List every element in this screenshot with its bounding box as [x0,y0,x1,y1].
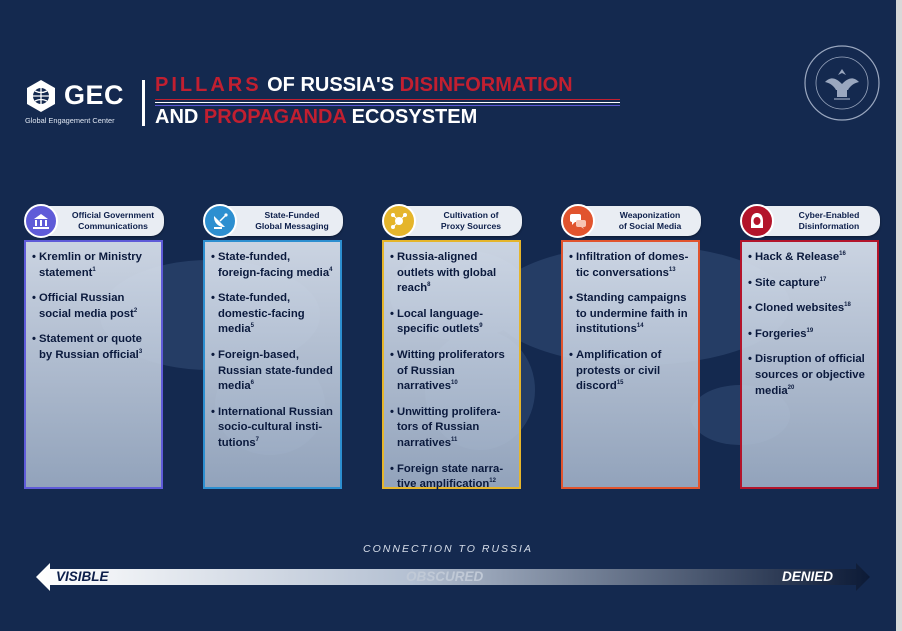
page-title-line1 [155,74,573,97]
footnote-ref: 6 [250,380,254,387]
page-title-line2 [155,106,477,129]
footnote-ref: 8 [427,282,431,289]
logo-subtitle: Global Engagement Center [25,116,115,125]
pillar-2-list [205,242,340,452]
gec-logo [24,79,134,127]
pillar-4-list-box [561,240,700,489]
list-item: • State-funded, foreign-facing media$^4$ [211,250,334,281]
footnote-ref: 16 [839,251,846,258]
hacker-icon [748,212,766,230]
footnote-ref: 15 [616,380,624,387]
government-building-icon [32,212,50,230]
list-item: • Russia-aligned outlets with global reach$^8$ [390,250,513,297]
pillar-3-badge [382,204,416,238]
footnote-ref: 17 [819,276,827,283]
list-item: • Forgeries$^{19}$ [748,327,871,343]
pillar-1-badge [24,204,58,238]
footnote-ref: 2 [133,308,138,315]
connection-to-russia-label: CONNECTION TO RUSSIA [363,543,533,555]
logo-text: GEC [64,80,125,110]
pillar-4-list [563,242,698,395]
footnote-ref: 9 [479,323,483,330]
footnote-ref: 7 [255,437,259,444]
pillar-3-list [384,242,519,493]
pillar-3-title-line2: Proxy Sources [440,221,502,231]
gec-logo-icon [24,79,58,113]
footnote-ref: 19 [806,328,814,335]
pillar-5-title-line1: Cyber-Enabled [798,210,860,220]
footnote-ref: 3 [138,349,143,356]
pillar-5-badge [740,204,774,238]
visible-label: VISIBLE [56,569,109,584]
header-divider [142,80,145,126]
list-item: • Foreign state narra-tive amplification$^{12}$ [390,462,513,493]
footnote-ref: 12 [489,478,496,485]
pillar-4-title-line1: Weaponization [619,210,681,220]
pillar-4-title-line2: of Social Media [618,221,682,231]
list-item: • Hack & Release$^{16}$ [748,250,871,266]
title-text-and: AND [155,106,204,128]
pillar-1-title-line2: Communications [78,221,148,231]
pillar-5-title-line2: Disinformation [798,221,860,231]
pillar-2-title-line2: Global Messaging [255,221,329,231]
pillar-4-badge [561,204,595,238]
pillar-2-list-box [203,240,342,489]
footnote-ref: 4 [329,266,333,273]
list-item: • Infiltration of domes-tic conversations$^{13}$ [569,250,692,281]
list-item: • Disruption of official sources or objective media$^{20}$ [748,352,871,399]
list-item: • International Russian socio-cultural insti-tutions$^7$ [211,405,334,452]
title-accent-pillars: PILLARS [155,74,262,96]
pillar-2-badge [203,204,237,238]
pillar-3-title-line1: Cultivation of [443,210,499,220]
list-item: • Cloned websites$^{18}$ [748,301,871,317]
footnote-ref: 18 [844,302,851,309]
list-item: • Amplification of protests or civil discord$^{15}$ [569,348,692,395]
footnote-ref: 13 [668,266,676,273]
list-item: • Site capture$^{17}$ [748,276,871,292]
list-item: • Local language-specific outlets$^9$ [390,307,513,338]
footnote-ref: 11 [451,437,458,444]
footnote-ref: 20 [787,384,795,391]
pillar-1-title-line1: Official Government [71,210,155,220]
pillar-1-list-box [24,240,163,489]
title-accent-disinformation: DISINFORMATION [399,74,573,96]
denied-label: DENIED [782,569,834,584]
connected-users-icon [390,212,408,230]
list-item: • Witting proliferators of Russian narratives$^{10}$ [390,348,513,395]
satellite-dish-icon [211,212,229,230]
window-edge [896,0,902,631]
pillar-1-list [26,242,161,364]
footnote-ref: 5 [250,323,254,330]
footnote-ref: 1 [92,266,96,273]
list-item: • Standing campaigns to undermine faith in institutions$^{14}$ [569,291,692,338]
footnote-ref: 14 [636,323,644,330]
title-accent-propaganda: PROPAGANDA [203,106,347,128]
list-item: • Statement or quote by Russian official$^3$ [32,332,155,363]
pillar-5-list [742,242,877,399]
pillar-3-list-box [382,240,521,489]
footnote-ref: 10 [451,380,458,387]
pillar-5-list-box [740,240,879,489]
list-item: • Foreign-based, Russian state-funded media$^6$ [211,348,334,395]
title-text-of-russias: OF RUSSIA'S [261,74,400,96]
title-text-ecosystem: ECOSYSTEM [346,106,478,128]
chat-bubbles-icon [569,212,587,230]
obscured-label: OBSCURED [406,569,484,584]
list-item: • Official Russian social media post$^2$ [32,291,155,322]
list-item: • State-funded, domestic-facing media$^5$ [211,291,334,338]
department-of-state-seal [803,44,881,122]
pillar-2-title-line1: State-Funded [264,210,320,220]
list-item: • Kremlin or Ministry statement$^1$ [32,250,155,281]
list-item: • Unwitting prolifera-tors of Russian narratives$^{11}$ [390,405,513,452]
